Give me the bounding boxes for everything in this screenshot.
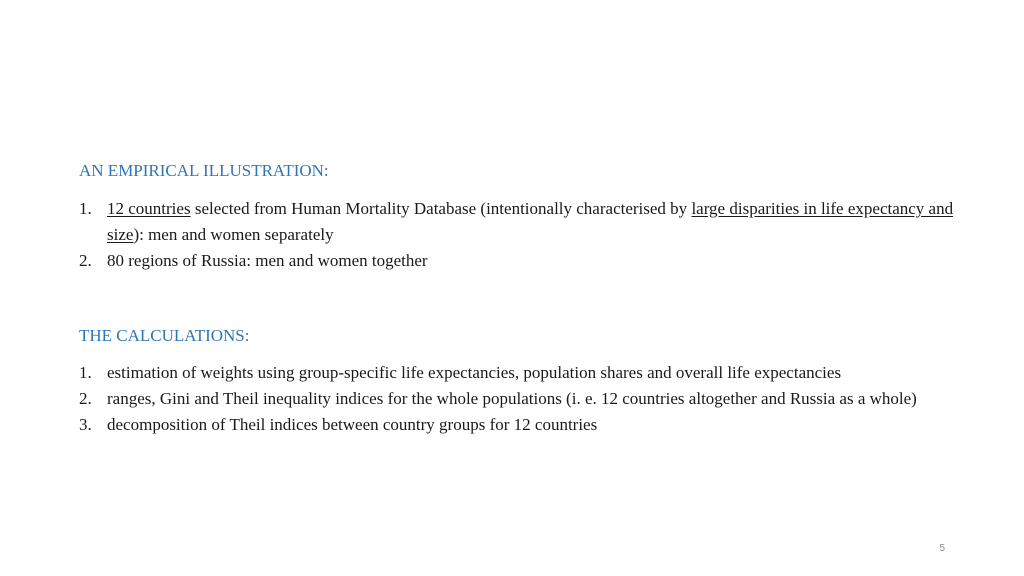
list-item-text: ranges, Gini and Theil inequality indices for the whole populations (i. e. 12 countries altogether and Russia as a whole): [107, 389, 917, 408]
empirical-illustration-list: [79, 196, 959, 274]
list-number: 3.: [79, 415, 92, 434]
list-item-text: decomposition of Theil indices between country groups for 12 countries: [107, 415, 598, 434]
list-item: [79, 360, 959, 386]
underlined-text-12-countries: 12 countries: [107, 199, 191, 218]
list-item-text: estimation of weights using group-specific life expectancies, population shares and overall life expectancies: [107, 363, 842, 382]
list-item-text: selected from Human Mortality Database (intentionally characterised by: [190, 199, 692, 218]
section-heading-empirical-illustration: AN EMPIRICAL ILLUSTRATION:: [79, 161, 329, 180]
list-number: 2.: [79, 251, 92, 270]
list-item-text: ): men and women separately: [133, 225, 334, 244]
list-number: 1.: [79, 199, 92, 218]
list-item: [79, 386, 959, 412]
section-heading-calculations: THE CALCULATIONS:: [79, 326, 250, 345]
list-item-text: 80 regions of Russia: men and women together: [107, 251, 428, 270]
list-item: [79, 196, 959, 248]
page-number: 5: [939, 543, 945, 554]
list-number: 1.: [79, 363, 92, 382]
list-item: [79, 248, 959, 274]
calculations-list: [79, 360, 959, 438]
list-item: [79, 412, 959, 438]
underlined-text-large-disparities: large disparities in life expectancy and size: [107, 199, 954, 244]
list-number: 2.: [79, 389, 92, 408]
